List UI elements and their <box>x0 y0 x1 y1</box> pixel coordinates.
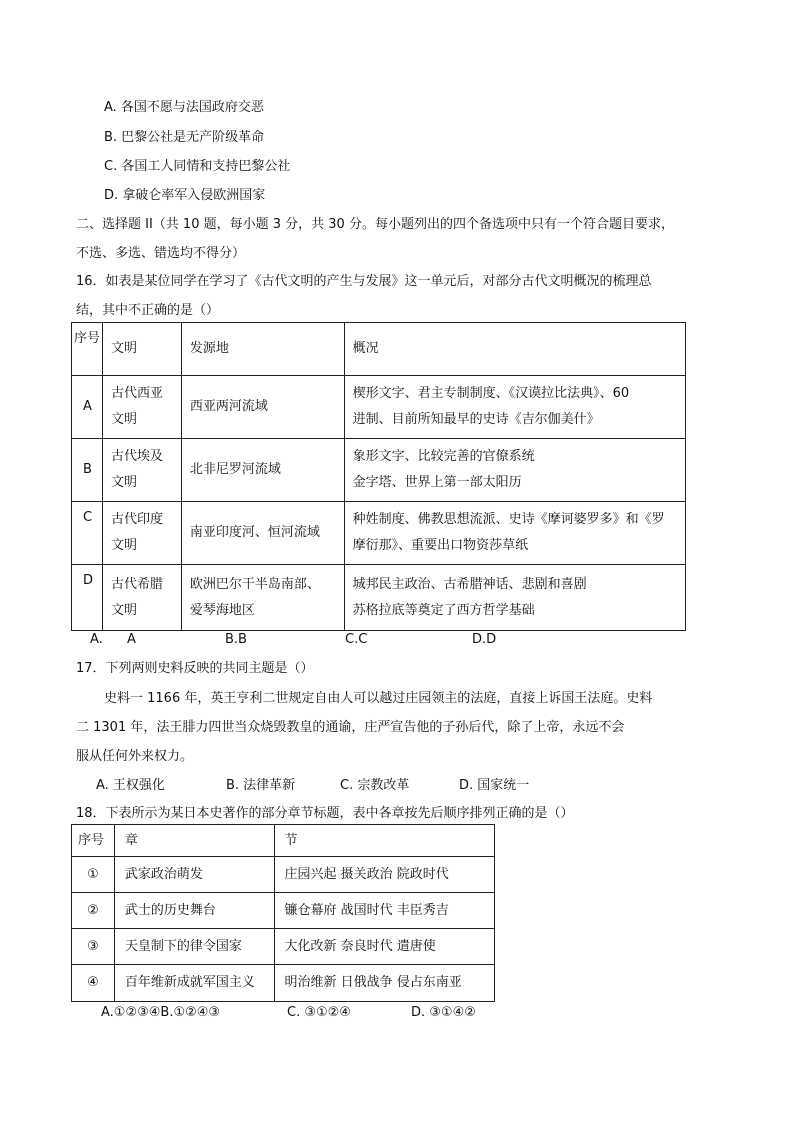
q16-row-a <box>72 376 686 439</box>
q16-row-b-summary: 象形文字、比较完善的官僚系统 金字塔、世界上第一部太阳历 <box>344 439 685 502</box>
q15-option-b: B. 巴黎公社是无产阶级革命 <box>104 130 265 145</box>
q17-stem: 17．下列两则史料反映的共同主题是（） <box>76 661 314 676</box>
q16-row-a-origin: 西亚两河流域 <box>181 376 344 439</box>
q16-row-c-civ: 古代印度 文明 <box>102 502 181 565</box>
q18-row-1-num: ① <box>72 857 115 893</box>
q18-option-d: D. ③①④② <box>411 1005 476 1020</box>
q18-option-ab: A.①②③④B.①②④③ <box>101 1005 221 1020</box>
q16-row-d-civ: 古代希腊 文明 <box>102 565 181 631</box>
q18-row-2-num: ② <box>72 893 115 929</box>
q15-option-c: C. 各国工人同情和支持巴黎公社 <box>104 159 291 174</box>
q18-row-4 <box>72 965 495 1002</box>
q16-header-summary: 概况 <box>344 323 685 376</box>
q16-header-civ: 文明 <box>102 323 181 376</box>
q16-option-a: A <box>127 632 136 647</box>
q16-row-a-summary: 楔形文字、君主专制制度、《汉谟拉比法典》、60 进制、目前所知最早的史诗《吉尔伽美什》 <box>344 376 685 439</box>
q16-table <box>71 322 686 631</box>
q18-row-4-sections: 明治维新 日俄战争 侵占东南亚 <box>274 965 494 1002</box>
q16-row-d-key: D <box>72 565 103 631</box>
q16-row-c-summary: 种姓制度、佛教思想流派、史诗《摩诃婆罗多》和《罗 摩衍那》、重要出口物资莎草纸 <box>344 502 685 565</box>
q18-header-row <box>72 825 495 857</box>
q18-row-2-sections: 镰仓幕府 战国时代 丰臣秀吉 <box>274 893 494 929</box>
q16-row-d-origin: 欧洲巴尔干半岛南部、 爱琴海地区 <box>181 565 344 631</box>
q18-row-1 <box>72 857 495 893</box>
q16-header-origin: 发源地 <box>181 323 344 376</box>
q17-material-line3: 服从任何外来权力。 <box>76 749 194 764</box>
q18-row-4-num: ④ <box>72 965 115 1002</box>
q16-option-d: D.D <box>472 632 497 647</box>
q18-row-4-chapter: 百年维新成就军国主义 <box>114 965 274 1002</box>
q16-row-c <box>72 502 686 565</box>
q17-option-d: D. 国家统一 <box>459 778 530 793</box>
q17-option-b: B. 法律革新 <box>226 778 296 793</box>
q18-header-sections: 节 <box>274 825 494 857</box>
q17-material-line2: 二 1301 年，法王腓力四世当众烧毁教皇的通谕，庄严宣告他的子孙后代，除了上帝，永远不会 <box>76 720 625 735</box>
q17-option-c: C. 宗教改革 <box>340 778 410 793</box>
q15-option-a: A. 各国不愿与法国政府交恶 <box>104 100 264 115</box>
section2-line2: 不选、多选、错选均不得分） <box>76 246 246 261</box>
q17-option-a: A. 王权强化 <box>96 778 165 793</box>
q16-stem-line2: 结，其中不正确的是（） <box>76 303 220 318</box>
q18-table <box>71 824 495 1002</box>
q16-option-c: C.C <box>345 632 368 647</box>
q18-header-chapter: 章 <box>114 825 274 857</box>
q16-row-d-summary: 城邦民主政治、古希腊神话、悲剧和喜剧 苏格拉底等奠定了西方哲学基础 <box>344 565 685 631</box>
q16-row-b-key: B <box>72 439 103 502</box>
q16-stem-line1: 16．如表是某位同学在学习了《古代文明的产生与发展》这一单元后，对部分古代文明概况的梳理总 <box>76 274 652 289</box>
q15-option-d: D. 拿破仑率军入侵欧洲国家 <box>104 188 266 203</box>
q16-row-a-civ: 古代西亚 文明 <box>102 376 181 439</box>
q16-option-b: B.B <box>225 632 247 647</box>
q18-row-3-sections: 大化改新 奈良时代 遣唐使 <box>274 929 494 965</box>
q18-row-2-chapter: 武士的历史舞台 <box>114 893 274 929</box>
q16-row-a-key: A <box>72 376 103 439</box>
q18-row-3-num: ③ <box>72 929 115 965</box>
q16-row-b <box>72 439 686 502</box>
q18-option-c: C. ③①②④ <box>287 1005 351 1020</box>
q18-row-2 <box>72 893 495 929</box>
q16-row-c-origin: 南亚印度河、恒河流域 <box>181 502 344 565</box>
section2-line1: 二、选择题 II（共 10 题，每小题 3 分，共 30 分。每小题列出的四个备选项中只有一个符合题目要求， <box>76 217 674 232</box>
q16-header-row <box>72 323 686 376</box>
q16-row-d <box>72 565 686 631</box>
q18-row-1-sections: 庄园兴起 摄关政治 院政时代 <box>274 857 494 893</box>
q16-row-c-key: C <box>72 502 103 565</box>
q16-row-b-civ: 古代埃及 文明 <box>102 439 181 502</box>
q16-header-num: 序号 <box>72 323 103 376</box>
q18-row-3-chapter: 天皇制下的律令国家 <box>114 929 274 965</box>
q18-header-num: 序号 <box>72 825 115 857</box>
q16-option-a-label: A. <box>90 632 103 647</box>
q18-row-3 <box>72 929 495 965</box>
q17-material-line1: 史料一 1166 年，英王亨利二世规定自由人可以越过庄园领主的法庭，直接上诉国王法庭。史料 <box>104 691 653 706</box>
q18-row-1-chapter: 武家政治萌发 <box>114 857 274 893</box>
q16-row-b-origin: 北非尼罗河流域 <box>181 439 344 502</box>
q18-stem: 18．下表所示为某日本史著作的部分章节标题，表中各章按先后顺序排列正确的是（） <box>76 806 574 821</box>
